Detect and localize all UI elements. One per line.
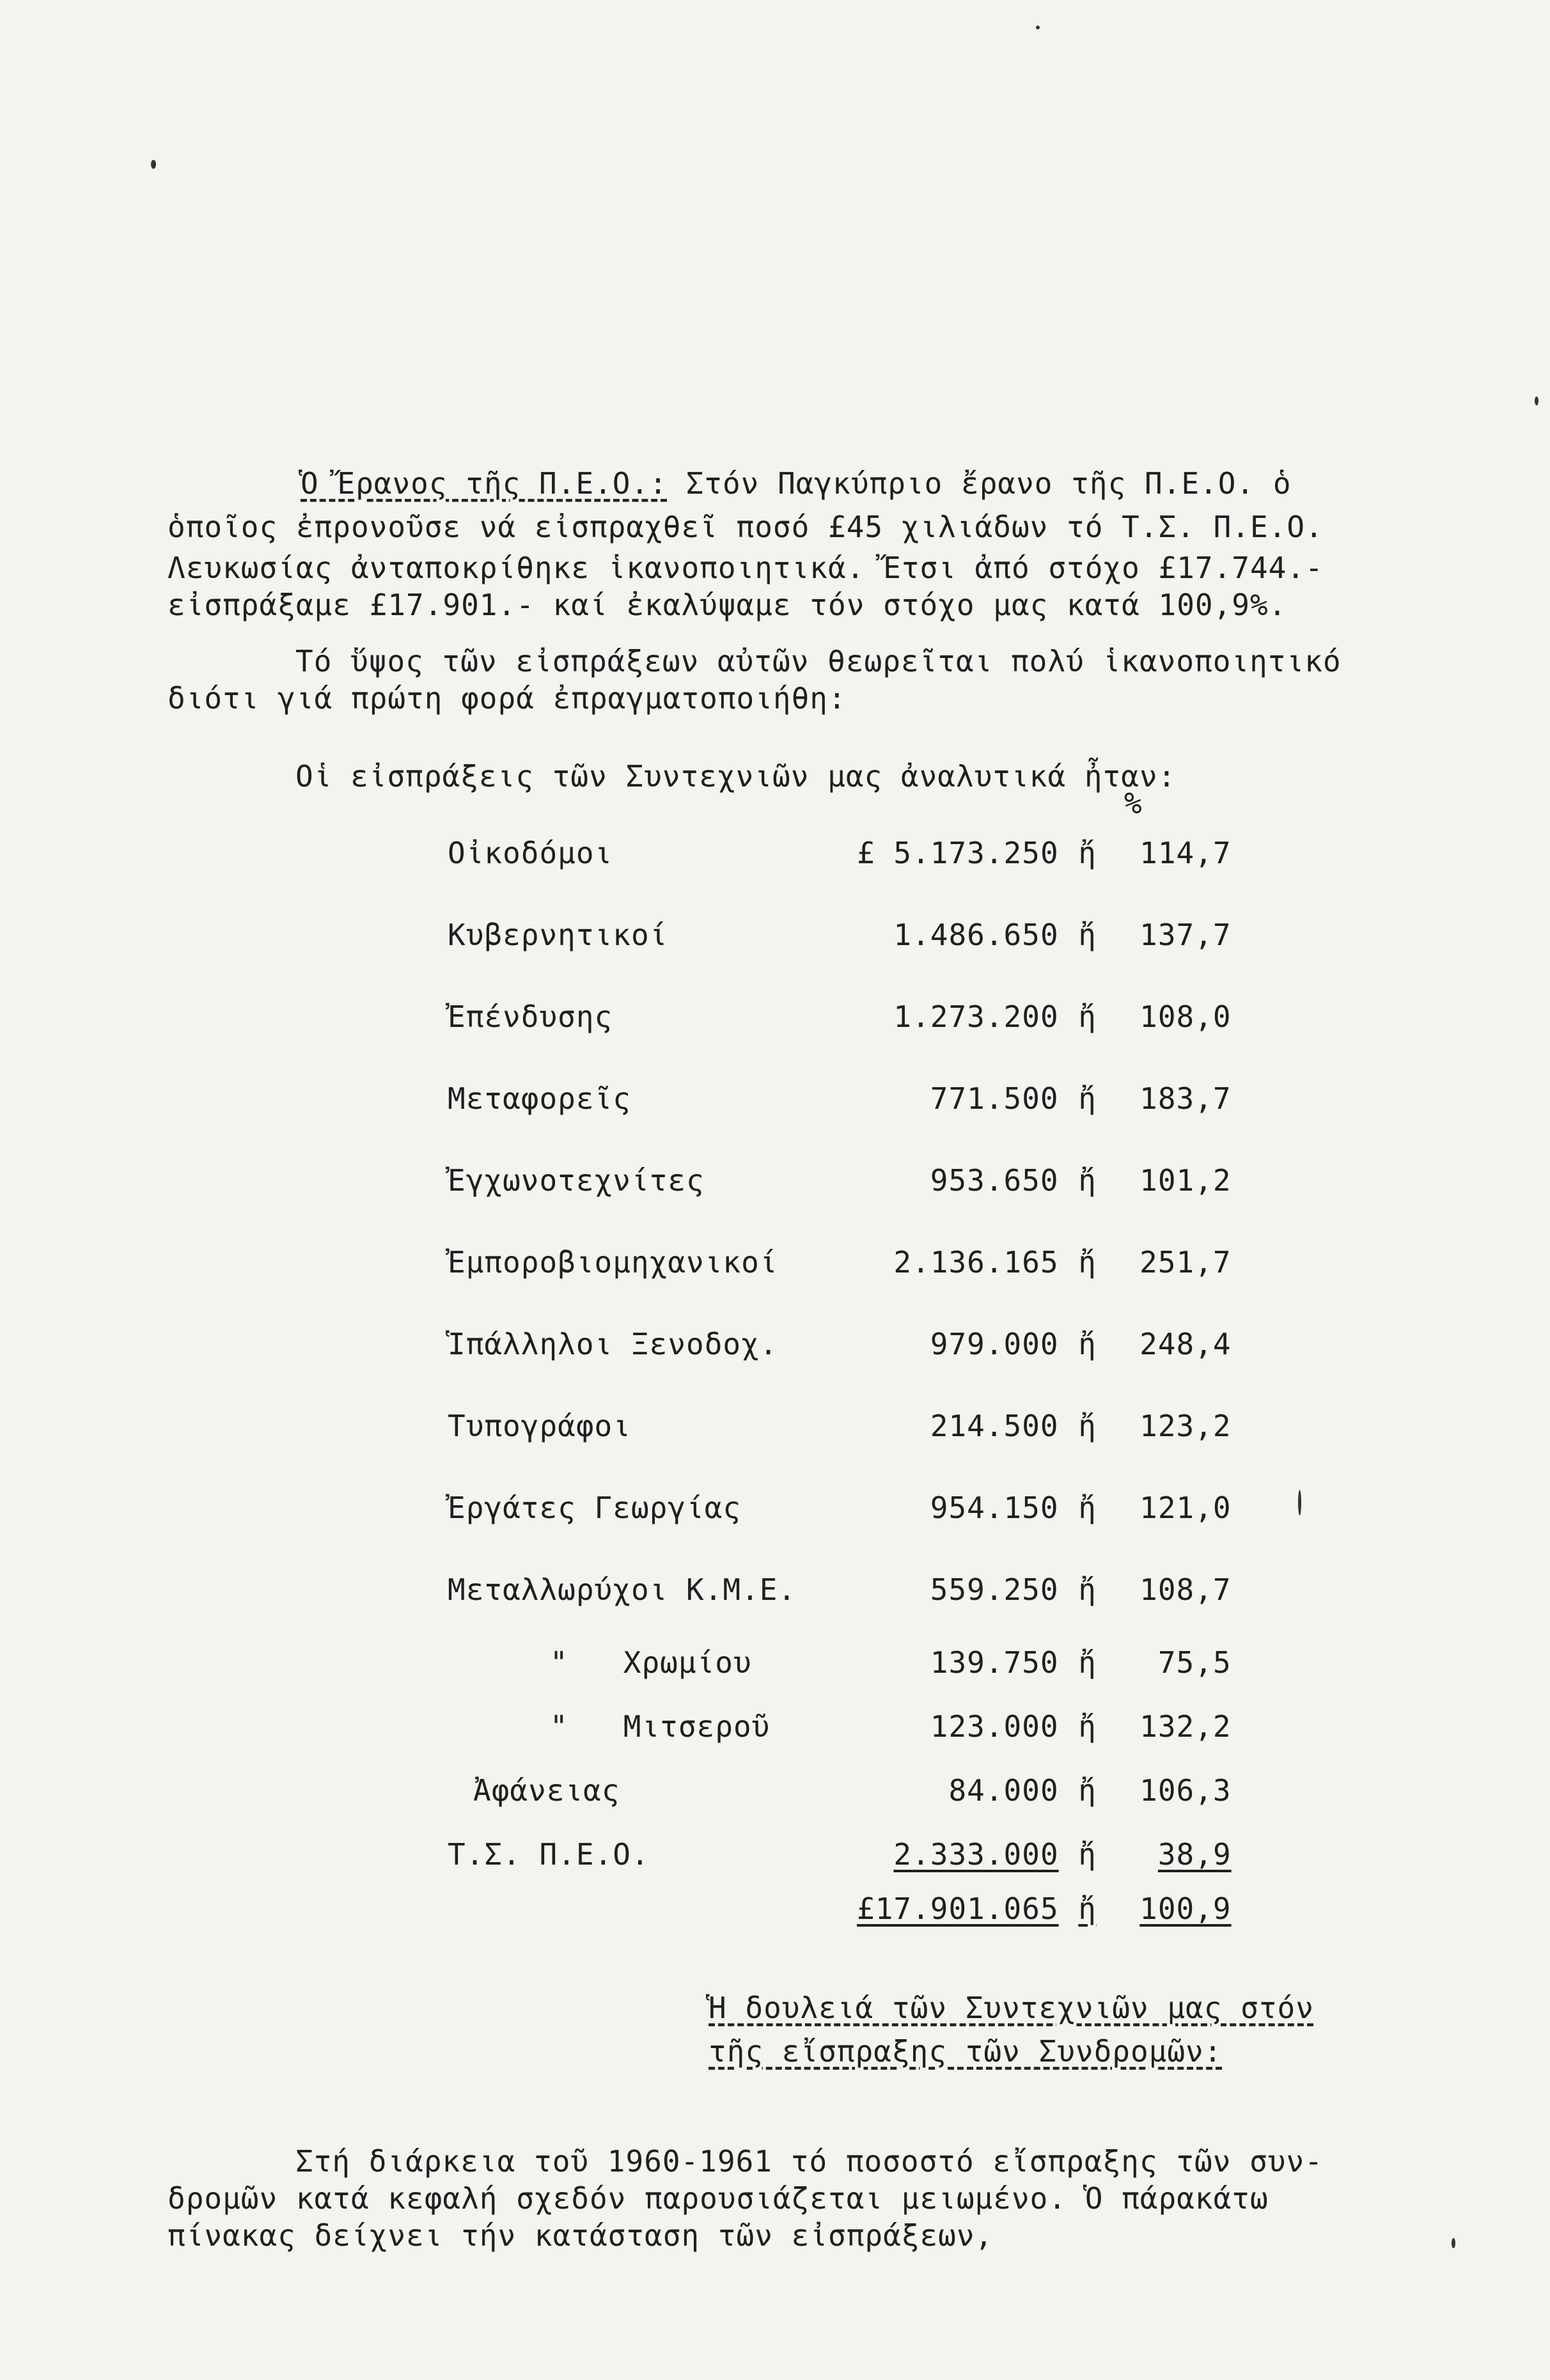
table-row [448, 1549, 1232, 1631]
scan-speck [1452, 2238, 1455, 2248]
row-eta: ἤ [1078, 1645, 1097, 1680]
table-row [448, 1058, 1232, 1139]
total-amount: £17.901.065 [857, 1891, 1059, 1926]
row-name: Ἐγχωνοτεχνίτες [448, 1163, 705, 1198]
row-amount: 214.500 [930, 1409, 1059, 1443]
row-eta: ἤ [1078, 1245, 1097, 1280]
paragraph3-line-3: πίνακας δείχνει τήν κατάσταση τῶν εἰσπράξεων, [168, 2218, 994, 2253]
intro-line-2: ὁποῖος ἐπρονοῦσε νά εἰσπραχθεῖ ποσό £45 χιλιάδων τό Τ.Σ. Π.Ε.Ο. [168, 510, 1324, 544]
row-pct: 108,0 [1139, 999, 1232, 1034]
paragraph2-line-2: διότι γιά πρώτη φορά ἐπραγματοποιήθη: [168, 681, 847, 716]
table-row [448, 1631, 1232, 1695]
row-name: Κυβερνητικοί [448, 918, 668, 952]
intro-line-3: Λευκωσίας ἀνταποκρίθηκε ἱκανοποιητικά. Ἔτσι ἀπό στόχο £17.744.- [168, 551, 1324, 585]
table-row [448, 1822, 1232, 1886]
row-amount: 953.650 [930, 1163, 1059, 1198]
total-label [448, 1886, 857, 1931]
row-pct: 75,5 [1157, 1645, 1232, 1680]
row-eta: ἤ [1078, 1572, 1097, 1607]
row-pct: 106,3 [1139, 1773, 1232, 1808]
paragraph3-line-1: Στή διάρκεια τοῦ 1960-1961 τό ποσοστό εἴσπραξης τῶν συν- [295, 2144, 1323, 2179]
row-amount: 559.250 [930, 1572, 1059, 1607]
row-pct: 183,7 [1139, 1081, 1232, 1116]
row-name: Ἀφάνειας [473, 1773, 620, 1808]
row-pct: 248,4 [1139, 1327, 1232, 1361]
row-name: Ἱπάλληλοι Ξενοδοχ. [448, 1327, 778, 1361]
paragraph2-line-1: Τό ὕψος τῶν εἰσπράξεων αὐτῶν θεωρεῖται πολύ ἱκανοποιητικό [295, 644, 1342, 678]
table-row [448, 812, 1232, 894]
row-eta: ἤ [1078, 1163, 1097, 1198]
row-amount: 139.750 [930, 1645, 1059, 1680]
table-row [448, 894, 1232, 976]
scan-speck [1535, 396, 1538, 405]
row-eta: ἤ [1078, 1837, 1097, 1872]
row-amount: 2.333.000 [893, 1837, 1059, 1872]
percent-header: % [1124, 786, 1143, 820]
row-amount: 954.150 [930, 1491, 1059, 1525]
row-name: " Χρωμίου [550, 1645, 752, 1680]
row-name: Οἰκοδόμοι [448, 836, 613, 870]
row-eta: ἤ [1078, 836, 1097, 870]
row-amount: 979.000 [930, 1327, 1059, 1361]
scan-speck [1298, 1490, 1301, 1515]
row-eta: ἤ [1078, 999, 1097, 1034]
row-eta: ἤ [1078, 1709, 1097, 1744]
row-amount: 84.000 [948, 1773, 1059, 1808]
row-eta: ἤ [1078, 1491, 1097, 1525]
scan-speck [151, 160, 156, 169]
intro-line-1 [301, 466, 1292, 501]
row-amount: £ 5.173.250 [857, 836, 1059, 870]
row-pct: 114,7 [1139, 836, 1232, 870]
table-row [448, 1385, 1232, 1467]
table-row [448, 1139, 1232, 1221]
row-pct: 101,2 [1139, 1163, 1232, 1198]
table-row [448, 1467, 1232, 1549]
row-eta: ἤ [1078, 1327, 1097, 1361]
row-pct: 251,7 [1139, 1245, 1232, 1280]
row-name: Μεταλλωρύχοι Κ.Μ.Ε. [448, 1572, 797, 1607]
row-eta: ἤ [1078, 1081, 1097, 1116]
intro-heading: Ὁ Ἔρανος τῆς Π.Ε.Ο.: [301, 466, 668, 501]
row-pct: 123,2 [1139, 1409, 1232, 1443]
intro-line-4: εἰσπράξαμε £17.901.- καί ἐκαλύψαμε τόν στόχο μας κατά 100,9%. [168, 588, 1287, 622]
scan-speck [1036, 26, 1040, 29]
row-pct: 132,2 [1139, 1709, 1232, 1744]
row-name: " Μιτσεροῦ [550, 1709, 771, 1744]
table-row [448, 1695, 1232, 1758]
row-pct: 108,7 [1139, 1572, 1232, 1607]
table-row [448, 976, 1232, 1058]
row-pct: 38,9 [1157, 1837, 1232, 1872]
table-total-row [448, 1886, 1232, 1931]
row-name: Τυπογράφοι [448, 1409, 631, 1443]
row-amount: 771.500 [930, 1081, 1059, 1116]
section2-heading-line-1: Ἡ δουλειά τῶν Συντεχνιῶν μας στόν [708, 1991, 1314, 2025]
row-name: Ἐμποροβιομηχανικοί [448, 1245, 778, 1280]
section2-heading-line-2: τῆς εἴσπραξης τῶν Συνδρομῶν: [708, 2034, 1223, 2069]
row-amount: 1.273.200 [893, 999, 1059, 1034]
table-row [448, 1221, 1232, 1303]
total-pct: 100,9 [1139, 1891, 1232, 1926]
row-name: Τ.Σ. Π.Ε.Ο. [448, 1837, 650, 1872]
table-row [448, 1303, 1232, 1385]
total-eta: ἤ [1078, 1891, 1097, 1926]
row-amount: 1.486.650 [893, 918, 1059, 952]
row-amount: 123.000 [930, 1709, 1059, 1744]
row-name: Μεταφορεῖς [448, 1081, 631, 1116]
paragraph3-line-2: δρομῶν κατά κεφαλή σχεδόν παρουσιάζεται μειωμένο. Ὁ πάρακάτω [168, 2181, 1269, 2216]
row-name: Ἐπένδυσης [448, 999, 613, 1034]
table-intro: Οἱ εἰσπράξεις τῶν Συντεχνιῶν μας ἀναλυτικά ἦταν: [295, 759, 1177, 794]
row-eta: ἤ [1078, 1773, 1097, 1808]
receipts-table [448, 812, 1232, 1931]
row-pct: 121,0 [1139, 1491, 1232, 1525]
row-amount: 2.136.165 [893, 1245, 1059, 1280]
row-eta: ἤ [1078, 918, 1097, 952]
row-eta: ἤ [1078, 1409, 1097, 1443]
intro-text-1: Στόν Παγκύπριο ἔρανο τῆς Π.Ε.Ο. ὁ [685, 466, 1292, 501]
row-pct: 137,7 [1139, 918, 1232, 952]
table-row [448, 1758, 1232, 1822]
row-name: Ἐργάτες Γεωργίας [448, 1491, 742, 1525]
